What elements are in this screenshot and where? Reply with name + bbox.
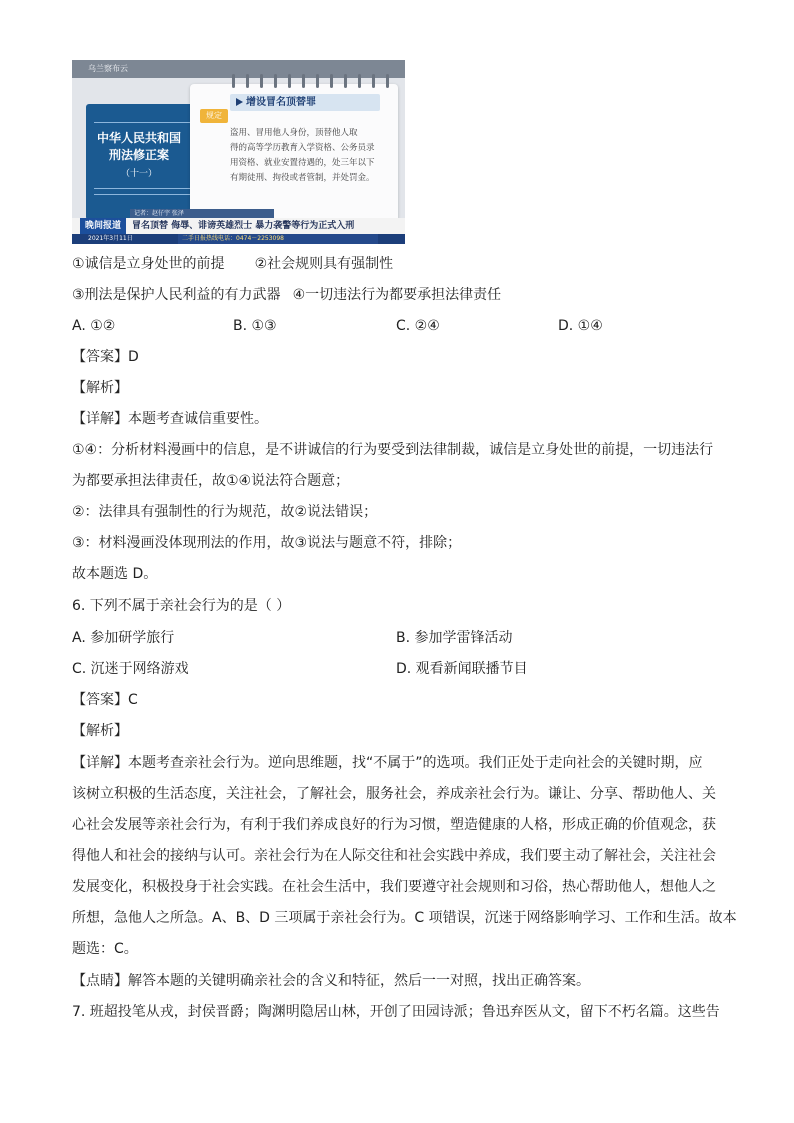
tip-text: 【点睛】解答本题的关键明确亲社会的含义和特征，然后一一对照，找出正确答案。 — [72, 973, 590, 989]
ring — [330, 74, 333, 88]
detail-line: 得他人和社会的接纳与认可。亲社会行为在人际交往和社会实践中养成，我们要主动了解社会，关注社会 — [72, 848, 716, 864]
detail-line: 发展变化，积极投身于社会实践。在社会生活中，我们要遵守社会规则和习俗，热心帮助他人，想他人之 — [72, 879, 716, 895]
book-title-line-2: 刑法修正案 — [108, 148, 169, 162]
ring — [358, 74, 361, 88]
rule-text — [230, 126, 390, 186]
option-b: B. ①③ — [233, 318, 277, 334]
statements-row-1 — [72, 254, 393, 274]
option-d: D. 观看新闻联播节目 — [396, 661, 528, 677]
option-d: D. ①④ — [558, 318, 603, 334]
book-subtitle: （十一） — [120, 169, 157, 179]
statement-4: ④一切违法行为都要承担法律责任 — [292, 287, 502, 303]
ring — [274, 74, 277, 88]
explanation-line: ③：材料漫画没体现刑法的作用，故③说法与题意不符，排除； — [72, 535, 462, 551]
detail-line: 该树立积极的生活态度，关注社会，了解社会，服务社会，养成亲社会行为。谦让、分享、帮助他人、关 — [72, 786, 716, 802]
option-a: A. 参加研学旅行 — [72, 630, 175, 646]
law-book-cover — [86, 104, 198, 220]
play-triangle-icon — [236, 98, 243, 106]
reporter-caption: 记者：赵仔宇 张泽 — [130, 209, 274, 218]
analysis-label: 【解析】 — [72, 380, 128, 396]
rule-tag: 规定 — [200, 109, 228, 123]
conclusion-text: 故本题选 D。 — [72, 566, 158, 582]
ring — [316, 74, 319, 88]
ring — [246, 74, 249, 88]
question-6: 6. 下列不属于亲社会行为的是（ ） — [72, 598, 291, 614]
detail-text: 【详解】本题考查诚信重要性。 — [72, 411, 268, 427]
question-7: 7. 班超投笔从戎，封侯晋爵；陶渊明隐居山林，开创了田园诗派；鲁迅弃医从文，留下不朽名篇。这些告 — [72, 1004, 720, 1020]
book-divider — [94, 194, 190, 195]
explanation-line: ②：法律具有强制性的行为规范，故②说法错误； — [72, 504, 378, 520]
detail-line: 所想，急他人之所急。A、B、D 三项属于亲社会行为。C 项错误，沉迷于网络影响学习、工作和生活。故本 — [72, 910, 737, 926]
news-headline: 冒名顶替 侮辱、诽谤英雄烈士 暴力袭警等行为正式入刑 — [132, 221, 355, 231]
detail-line: 心社会发展等亲社会行为，有利于我们养成良好的行为习惯，塑造健康的人格，形成正确的价值观念，获 — [72, 817, 716, 833]
answer-label: 【答案】C — [72, 692, 138, 708]
ring — [302, 74, 305, 88]
explanation-line: 为都要承担法律责任，故①④说法符合题意； — [72, 473, 350, 489]
book-divider — [94, 122, 190, 123]
book-title-line-1: 中华人民共和国 — [96, 131, 181, 145]
news-program-logo: 晚间报道 — [80, 218, 126, 234]
notebook-rings — [232, 74, 402, 88]
detail-line: 题选：C。 — [72, 941, 138, 957]
option-a: A. ①② — [72, 318, 116, 334]
statement-2: ②社会规则具有强制性 — [254, 256, 394, 272]
option-c: C. ②④ — [396, 318, 440, 334]
channel-logo: 乌兰察布云 — [88, 64, 128, 73]
broadcast-date: 2021年3月11日 — [88, 235, 133, 242]
statement-3: ③刑法是保护人民利益的有力武器 — [72, 287, 281, 303]
news-screenshot-image — [72, 60, 405, 244]
statement-1: ①诚信是立身处世的前提 — [72, 256, 225, 272]
ring — [386, 74, 389, 88]
ring — [260, 74, 263, 88]
answer-label: 【答案】D — [72, 349, 139, 365]
notebook-title: 增设冒名顶替罪 — [246, 97, 316, 108]
ring — [232, 74, 235, 88]
book-divider — [94, 188, 190, 189]
rule-line: 得的高等学历教育入学资格、公务员录 — [230, 143, 375, 153]
rule-line: 有期徒刑、拘役或者管制，并处罚金。 — [230, 173, 375, 183]
ring — [372, 74, 375, 88]
rule-line: 盗用、冒用他人身份，顶替他人取 — [230, 128, 358, 138]
option-c: C. 沉迷于网络游戏 — [72, 661, 189, 677]
option-b: B. 参加学雷锋活动 — [396, 630, 513, 646]
detail-line: 【详解】本题考查亲社会行为。逆向思维题，找“不属于”的选项。我们正处于走向社会的关键时期，应 — [72, 755, 703, 771]
rule-line: 用资格、就业安置待遇的，处三年以下 — [230, 158, 375, 168]
explanation-line: ①④：分析材料漫画中的信息，是不讲诚信的行为要受到法律制裁，诚信是立身处世的前提，一切违法行 — [72, 442, 714, 458]
statements-row-2 — [72, 285, 501, 305]
analysis-label: 【解析】 — [72, 723, 128, 739]
ring — [288, 74, 291, 88]
ring — [344, 74, 347, 88]
hotline-text: 二手日报热线电话：0474－2253098 — [178, 234, 378, 244]
